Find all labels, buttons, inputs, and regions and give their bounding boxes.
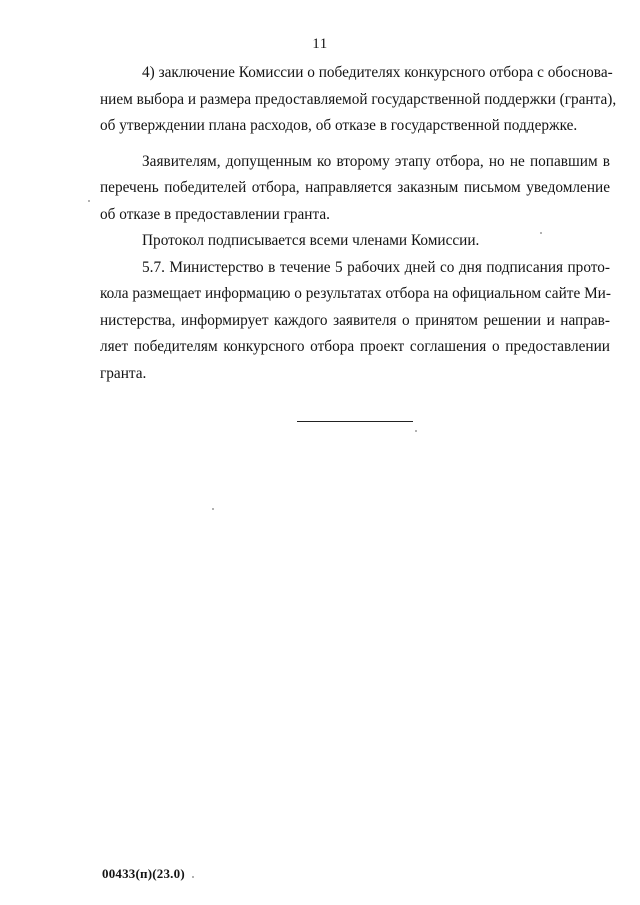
- page-number: 11: [312, 36, 328, 52]
- paragraph-line: 4) заключение Комиссии о победителях конкурсного отбора с обоснова-: [142, 64, 613, 81]
- paragraph-notification: [100, 149, 610, 229]
- document-code: 00433(п)(23.0): [102, 866, 185, 881]
- paragraph-protocol: [100, 228, 610, 255]
- document-body: [100, 60, 617, 387]
- paragraph-line: гранта.: [100, 364, 147, 382]
- scan-speck: [212, 508, 214, 510]
- paragraph-line: ляет победителям конкурсного отбора проект соглашения о предоставлении: [100, 338, 610, 355]
- paragraph-line: нием выбора и размера предоставляемой государственной поддержки (гранта),: [100, 90, 617, 108]
- paragraph-item-5-7: [100, 255, 610, 388]
- paragraph-line: кола размещает информацию о результатах отбора на официальном сайте Ми-: [100, 285, 611, 302]
- paragraph-line: об отказе в предоставлении гранта.: [100, 205, 330, 223]
- end-separator-line: [297, 421, 413, 422]
- scan-speck: [192, 876, 194, 878]
- paragraph-line: об утверждении плана расходов, об отказе в государственной поддержке.: [100, 117, 578, 134]
- scan-speck: [540, 232, 542, 234]
- paragraph-line: 5.7. Министерство в течение 5 рабочих дней со дня подписания прото-: [142, 258, 610, 276]
- paragraph-line: перечень победителей отбора, направляется заказным письмом уведомление: [100, 179, 610, 196]
- paragraph-item-4: [100, 60, 617, 140]
- scan-speck: [415, 430, 417, 432]
- scan-speck: [88, 200, 90, 202]
- paragraph-line: нистерства, информирует каждого заявителя о принятом решении и направ-: [100, 311, 610, 329]
- paragraph-line: Заявителям, допущенным ко второму этапу отбора, но не попавшим в: [142, 152, 610, 170]
- paragraph-line: Протокол подписывается всеми членами Комиссии.: [142, 232, 480, 249]
